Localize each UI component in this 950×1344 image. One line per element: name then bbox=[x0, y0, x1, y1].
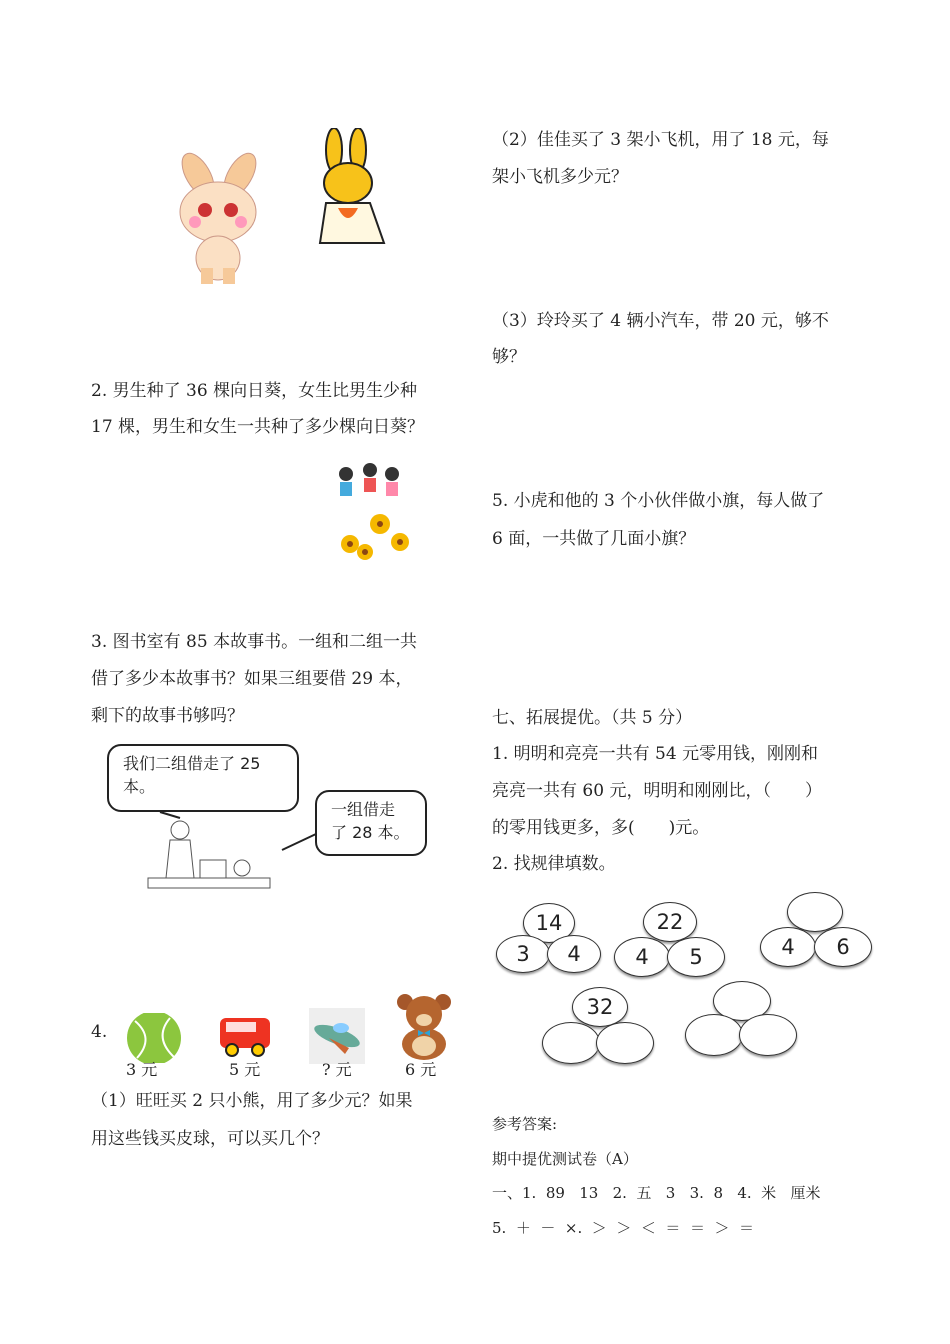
puzzle-1-left: 3 bbox=[496, 935, 550, 973]
pink-rabbit-illustration bbox=[168, 150, 268, 285]
question-4-1-line-2: 用这些钱买皮球，可以买几个？ bbox=[91, 1129, 329, 1149]
question-3-line-3: 剩下的故事书够吗？ bbox=[91, 706, 244, 726]
question-4-2-line-1: （2）佳佳买了 3 架小飞机，用了 18 元，每 bbox=[492, 130, 829, 150]
puzzle-1-top: 14 bbox=[523, 903, 575, 943]
price-teddy-bear: 6 元 bbox=[405, 1060, 437, 1079]
puzzle-1-right: 4 bbox=[547, 935, 601, 973]
puzzle-5-left[interactable] bbox=[685, 1014, 743, 1056]
tennis-ball-image bbox=[125, 1013, 183, 1063]
section-7-q1-line-1: 1. 明明和亮亮一共有 54 元零用钱，刚刚和 bbox=[492, 744, 819, 764]
puzzle-4-right[interactable] bbox=[596, 1022, 654, 1064]
question-5-line-2: 6 面，一共做了几面小旗？ bbox=[492, 529, 696, 549]
question-5-line-1: 5. 小虎和他的 3 个小伙伴做小旗，每人做了 bbox=[492, 491, 825, 511]
teddy-bear-image bbox=[391, 992, 457, 1060]
speech-bubble-group-2 bbox=[107, 744, 299, 812]
puzzle-2-top: 22 bbox=[643, 902, 697, 942]
puzzle-3-right: 6 bbox=[814, 927, 872, 967]
section-7-q2: 2. 找规律填数。 bbox=[492, 854, 616, 874]
speech-bubble-group-1 bbox=[315, 790, 427, 856]
section-7-q1-line-2: 亮亮一共有 60 元，明明和刚刚比，（ ） bbox=[492, 781, 822, 801]
children-sunflowers-illustration bbox=[330, 462, 422, 564]
library-desk-illustration bbox=[140, 808, 320, 900]
question-2-line-2: 17 棵，男生和女生一共种了多少棵向日葵？ bbox=[91, 417, 425, 437]
puzzle-3-top bbox=[787, 892, 843, 932]
puzzle-2-right: 5 bbox=[667, 937, 725, 977]
question-4-2-line-2: 架小飞机多少元？ bbox=[492, 167, 628, 187]
puzzle-4-left[interactable] bbox=[542, 1022, 600, 1064]
puzzle-2-left: 4 bbox=[614, 937, 670, 977]
answers-subtitle: 期中提优测试卷（A） bbox=[492, 1150, 638, 1168]
question-4-3-line-2: 够？ bbox=[492, 347, 526, 367]
toy-car-image bbox=[218, 1010, 272, 1058]
section-7-q1-line-3: 的零用钱更多，多( )元。 bbox=[492, 818, 710, 838]
bubble-text: 了 28 本。 bbox=[331, 823, 410, 843]
bubble-text: 我们二组借走了 25 bbox=[123, 754, 261, 773]
question-4-1-line-1: （1）旺旺买 2 只小熊，用了多少元？如果 bbox=[91, 1091, 413, 1111]
bubble-text: 一组借走 bbox=[331, 800, 396, 819]
bubble-text: 本。 bbox=[123, 777, 156, 797]
toy-airplane-image bbox=[309, 1008, 365, 1064]
puzzle-3-left: 4 bbox=[760, 927, 816, 967]
question-4-3-line-1: （3）玲玲买了 4 辆小汽车，带 20 元，够不 bbox=[492, 311, 829, 331]
answers-line-1: 一、1. 89 13 2. 五 3 3. 8 4. 米 厘米 bbox=[492, 1184, 821, 1202]
price-toy-airplane: ? 元 bbox=[322, 1060, 352, 1079]
section-7-heading: 七、拓展提优。（共 5 分） bbox=[492, 708, 693, 728]
puzzle-4-top: 32 bbox=[572, 987, 628, 1027]
question-2-line-1: 2. 男生种了 36 棵向日葵，女生比男生少种 bbox=[91, 381, 418, 401]
question-3-line-2: 借了多少本故事书？如果三组要借 29 本， bbox=[91, 669, 413, 689]
question-3-line-1: 3. 图书室有 85 本故事书。一组和二组一共 bbox=[91, 632, 418, 652]
puzzle-5-right[interactable] bbox=[739, 1014, 797, 1056]
yellow-rabbit-illustration bbox=[312, 128, 392, 248]
price-toy-car: 5 元 bbox=[229, 1060, 261, 1079]
question-4-label: 4. bbox=[91, 1022, 108, 1042]
price-tennis-ball: 3 元 bbox=[126, 1060, 158, 1079]
answers-title: 参考答案: bbox=[492, 1115, 558, 1133]
answers-line-2: 5. ＋ － ×. ＞ ＞ ＜ ＝ ＝ ＞ ＝ bbox=[492, 1219, 755, 1237]
